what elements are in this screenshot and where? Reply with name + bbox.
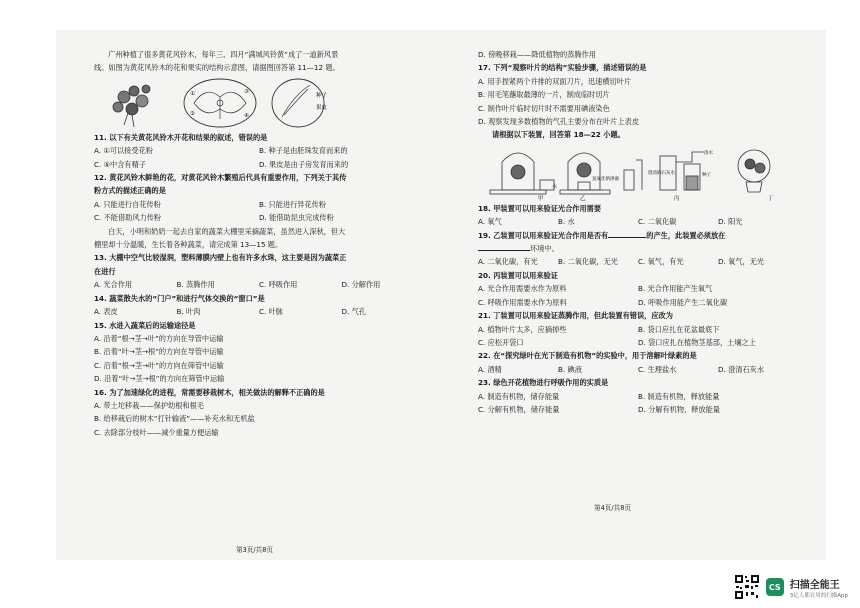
label-4: ④ — [244, 112, 249, 119]
q20-stem: 20. 丙装置可以用来验证 — [478, 270, 558, 280]
option: A. 氧气 — [478, 217, 502, 227]
device-glass — [624, 160, 642, 190]
q12-stem: 粉方式的描述正确的是 — [94, 186, 166, 196]
intro-line: 线。如图为黄花风铃木的花和果实的结构示意图，请据图回答第 11—12 题。 — [94, 63, 340, 73]
option: B. 只能进行异花传粉 — [259, 199, 327, 209]
q19-stem-cont — [478, 242, 798, 255]
option: C. 呼吸作用 — [259, 280, 298, 290]
flower-fruit-diagram — [94, 75, 424, 131]
label-jia: 甲 — [538, 195, 544, 202]
option: B. 水 — [558, 217, 575, 227]
option: A. 沿着“根→茎→叶”的方向在导管中运输 — [94, 333, 224, 343]
option: B. 碘液 — [558, 364, 582, 374]
option: C. 二氧化碳 — [638, 217, 677, 227]
option: A. 表皮 — [94, 307, 118, 317]
option: B. 二氧化碳，无光 — [558, 257, 618, 267]
label-bing: 丙 — [674, 195, 680, 202]
option: A. 酒精 — [478, 364, 502, 374]
option: B. 光合作用能产生氧气 — [638, 284, 713, 294]
option: D. 呼吸作用能产生二氧化碳 — [638, 297, 728, 307]
option: C. 呼吸作用需要水作为原料 — [478, 297, 567, 307]
option: A. 光合作用需要水作为原料 — [478, 284, 567, 294]
page-number-left: 第3页/共8页 — [236, 546, 273, 554]
q16-option-d: D. 傍晚移栽——降低植物的蒸腾作用 — [478, 50, 596, 59]
q19-stem-part: 的产生，此装置必须放在 — [646, 230, 726, 240]
left-page — [94, 48, 424, 439]
q23-options — [478, 403, 798, 416]
q15-stem: 15. 水进入蔬菜后的运输途径是 — [94, 320, 196, 330]
q18-stem: 18. 甲装置可以用来验证光合作用需要 — [478, 203, 602, 213]
pericarp-label: 果皮 — [316, 104, 328, 111]
option: D. 袋口应扎在植物茎基部，土壤之上 — [638, 337, 756, 347]
passage-line: 棚里却十分温暖，生长着各种蔬菜，请完成第 13—15 题。 — [94, 240, 283, 250]
option: A. 植物叶片太多，应摘掉些 — [478, 324, 567, 334]
option: D. 阳光 — [718, 217, 743, 227]
option: B. 制造有机物，释放能量 — [638, 391, 720, 401]
water-label: 水 — [552, 183, 558, 190]
q18-options — [478, 215, 798, 228]
seed-label: 种子 — [316, 92, 328, 99]
q12-stem: 12. 黄花风铃木鲜艳的花，对黄花风铃木繁殖后代具有重要作用，下列关于其传 — [94, 173, 347, 183]
option: A. ①可以接受花粉 — [94, 146, 153, 156]
answer-blank[interactable] — [478, 242, 530, 251]
brand-name: 扫描全能王 — [789, 579, 840, 591]
option: C. ⑤中含有精子 — [94, 159, 146, 169]
option: A. 制造有机物，储存能量 — [478, 391, 560, 401]
scanner-watermark — [734, 574, 848, 600]
option: D. 气孔 — [341, 307, 366, 317]
answer-blank[interactable] — [608, 229, 646, 238]
fruit-drawing — [282, 85, 310, 117]
q23-options — [478, 390, 798, 403]
camscanner-logo-icon: CS — [766, 578, 784, 596]
device-yi — [560, 153, 610, 194]
q21-stem: 21. 丁装置可以用来验证蒸腾作用，但此装置有错误，应改为 — [478, 311, 673, 321]
q16-stem: 16. 为了加速绿化的进程，常需要移栽树木，相关做法的解释不正确的是 — [94, 387, 325, 397]
q11-options — [94, 144, 424, 157]
q11-stem: 11. 以下有关黄花风铃木开花和结果的叙述，错误的是 — [94, 132, 268, 142]
camscanner-text — [790, 576, 848, 599]
option: B. 蒸腾作用 — [176, 280, 215, 290]
q22-stem: 22. 在“探究绿叶在光下制造有机物”的实验中，用于溶解叶绿素的是 — [478, 351, 697, 361]
label-1: ① — [190, 90, 195, 97]
option: C. 去除部分枝叶——减少重量方便运输 — [94, 427, 219, 437]
intro-line: 广州种植了很多黄花风铃木，每年三、四月“满城风铃黄”成了一道新风景 — [108, 50, 339, 59]
option: C. 分解有机物，储存能量 — [478, 404, 560, 414]
q21-options — [478, 336, 798, 349]
label-ding: 丁 — [768, 195, 774, 202]
option: D. 分解作用 — [341, 280, 381, 290]
option: C. 应松开袋口 — [478, 337, 524, 347]
device-ding — [738, 150, 770, 192]
flower-fruit-figure — [94, 75, 424, 131]
label-3: ③ — [244, 88, 249, 95]
option: B. 种子是由胚珠发育而来的 — [259, 146, 348, 156]
option: A. 二氧化碳，有光 — [478, 257, 538, 267]
q12-options — [94, 198, 424, 211]
option: C. 不能借助风力传粉 — [94, 213, 162, 223]
label-yi: 乙 — [580, 195, 586, 202]
option: A. 只能进行自花传粉 — [94, 199, 161, 209]
lime-label: 澄清的石灰水 — [648, 170, 675, 176]
apparatus-diagram — [478, 142, 798, 202]
q14-stem: 14. 蔬菜散失水的“门户”和进行气体交换的“窗口”是 — [94, 293, 265, 303]
option: B. 叶肉 — [176, 307, 201, 317]
option: B. 沿着“叶→茎→根”的方向在导管中运输 — [94, 347, 224, 357]
q11-options — [94, 158, 424, 171]
fruit-circle — [272, 79, 324, 127]
q23-stem: 23. 绿色开花植物进行呼吸作用的实质是 — [478, 378, 609, 388]
q21-options — [478, 323, 798, 336]
option: C. 叶脉 — [259, 307, 283, 317]
option: B. 袋口应扎在花盆最底下 — [638, 324, 720, 334]
option: D. 澄清石灰水 — [718, 364, 765, 374]
device-intro: 请根据以下装置，回答第 18—22 小题。 — [492, 130, 625, 140]
q20-options — [478, 282, 798, 295]
q20-options — [478, 296, 798, 309]
right-page — [478, 48, 798, 416]
tree-sketch — [113, 85, 150, 127]
option: D. 氧气，无光 — [718, 257, 765, 267]
option: D. 能借助昆虫完成传粉 — [259, 213, 334, 223]
option: D. 沿着“叶→茎→根”的方向在筛管中运输 — [94, 374, 225, 384]
option: D. 观察发现多数植物的气孔主要分布在叶片上表皮 — [478, 117, 640, 127]
option: C. 生理盐水 — [638, 364, 677, 374]
q17-stem: 17. 下列“观察叶片的结构”实验步骤，描述错误的是 — [478, 63, 647, 73]
q19-stem — [478, 229, 798, 242]
q13-stem: 13. 大棚中空气比较湿润，塑料薄膜内壁上也有许多水珠，这主要是因为蔬菜正 — [94, 253, 347, 263]
option: B. 用毛笔蘸取最薄的一片，制成临时切片 — [478, 90, 610, 100]
q12-options — [94, 211, 424, 224]
passage-line: 白天，小明和奶奶一起去自家的蔬菜大棚里采摘蔬菜，虽然进入深秋，但大 — [108, 226, 346, 236]
q13-options — [94, 278, 424, 291]
option: C. 制作叶片临时切片时不需要用碘液染色 — [478, 103, 610, 113]
q22-options — [478, 363, 798, 376]
q19-options — [478, 255, 798, 268]
naoh-label: 氢氧化钠溶液 — [592, 176, 619, 182]
page-number-right: 第4页/共8页 — [594, 504, 631, 512]
option: B. 给移栽后的树木“打针输液”——补充水和无机盐 — [94, 414, 255, 424]
option: A. 光合作用 — [94, 280, 133, 290]
q13-stem: 在进行 — [94, 266, 116, 276]
q19-stem-part: 环境中。 — [530, 244, 559, 254]
brand-tagline: 3亿人都在用的扫描App — [789, 592, 848, 599]
label-2: ② — [190, 110, 195, 117]
option: C. 氧气，有光 — [638, 257, 684, 267]
option: D. 果皮是由子房发育而来的 — [259, 159, 349, 169]
q14-options — [94, 305, 424, 318]
qr-code-icon — [734, 574, 760, 600]
clear-water-label: 清水 — [704, 150, 713, 156]
option: D. 分解有机物，释放能量 — [638, 404, 720, 414]
device-jia — [490, 153, 554, 194]
option: A. 用手捏紧两个并排的双面刀片，迅速横切叶片 — [478, 76, 632, 86]
option: C. 沿着“根→茎→叶”的方向在筛管中运输 — [94, 360, 224, 370]
apparatus-figure — [478, 142, 798, 202]
q19-stem-part: 19. 乙装置可以用来验证光合作用是否有 — [478, 230, 609, 240]
seeds-label: 种子 — [702, 172, 711, 178]
flower-drawing — [194, 92, 246, 119]
option: A. 带土坨移栽——保护幼根和根毛 — [94, 400, 204, 410]
